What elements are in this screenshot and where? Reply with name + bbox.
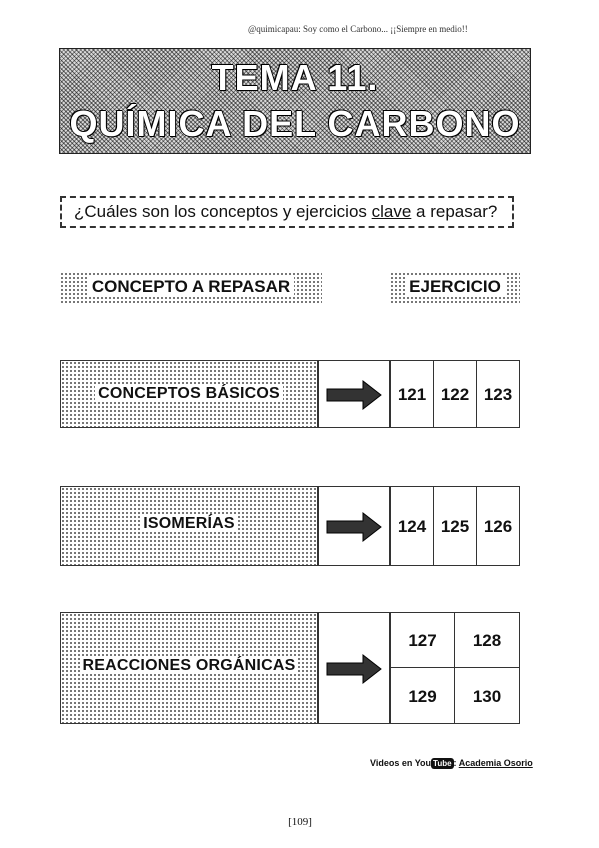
footer-channel-link[interactable]: Academia Osorio xyxy=(458,758,533,768)
footer-separator: : xyxy=(453,758,459,768)
exercise-column-header-text: EJERCICIO xyxy=(405,277,505,296)
title-line-2: QUÍMICA DEL CARBONO xyxy=(69,103,521,144)
exercise-cell: 123 xyxy=(476,360,520,428)
exercise-cell: 125 xyxy=(433,486,477,566)
exercise-cell: 122 xyxy=(433,360,477,428)
concept-row-1-label: CONCEPTOS BÁSICOS xyxy=(95,385,283,402)
exercise-column-header xyxy=(390,272,520,304)
exercise-cell: 126 xyxy=(476,486,520,566)
question-box xyxy=(60,196,514,228)
arrow-cell-1 xyxy=(318,360,390,428)
right-arrow-icon xyxy=(319,361,391,429)
footer-videos-label: Videos en You xyxy=(370,758,432,768)
page-number: [109] xyxy=(288,816,312,828)
title-line-1: TEMA 11. xyxy=(211,57,379,98)
concept-row-2-label: ISOMERÍAS xyxy=(140,515,238,532)
header-note: @quimicapau: Soy como el Carbono... ¡¡Siempre en medio!! xyxy=(248,24,468,34)
question-text-before: ¿Cuáles son los conceptos y ejercicios xyxy=(74,202,372,221)
exercise-cell: 128 xyxy=(454,612,520,668)
question-key-word: clave xyxy=(371,202,412,221)
concept-column-header-text: CONCEPTO A REPASAR xyxy=(88,277,294,296)
title-banner xyxy=(59,48,531,154)
concept-row-2 xyxy=(60,486,318,566)
youtube-logo-badge: Tube xyxy=(433,759,452,768)
arrow-cell-2 xyxy=(318,486,390,566)
exercise-cell: 121 xyxy=(390,360,434,428)
exercise-cell: 130 xyxy=(454,667,520,724)
concept-row-1 xyxy=(60,360,318,428)
arrow-cell-3 xyxy=(318,612,390,724)
right-arrow-icon xyxy=(319,613,391,725)
exercise-cell: 129 xyxy=(390,667,455,724)
concept-row-3-label: REACCIONES ORGÁNICAS xyxy=(80,657,299,674)
question-text-after: a repasar? xyxy=(411,202,498,221)
exercise-cell: 127 xyxy=(390,612,455,668)
concept-row-3 xyxy=(60,612,318,724)
right-arrow-icon xyxy=(319,487,391,567)
concept-column-header xyxy=(60,272,322,304)
footer-videos-note xyxy=(370,758,533,769)
exercise-cell: 124 xyxy=(390,486,434,566)
